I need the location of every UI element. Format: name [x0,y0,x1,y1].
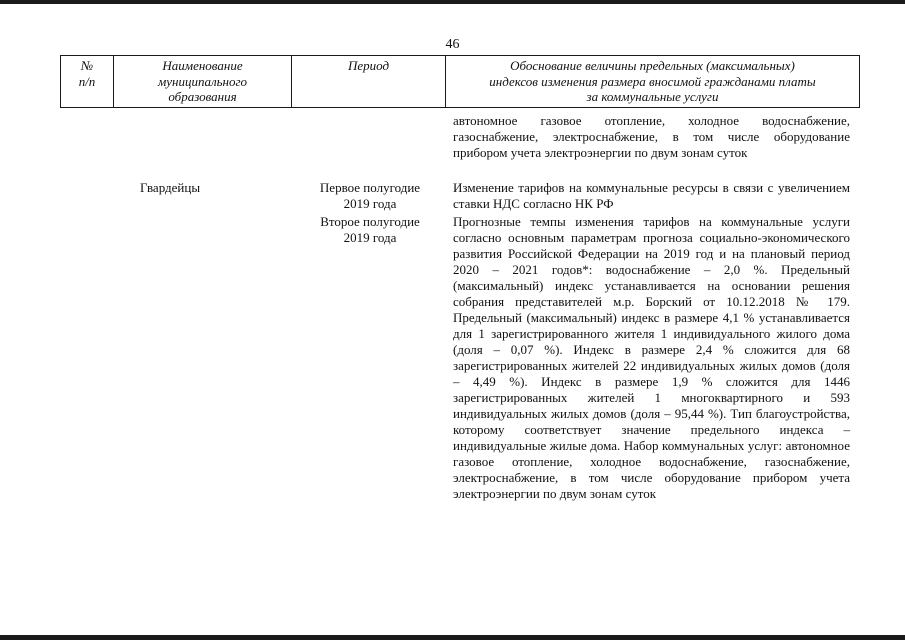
period-second-half [290,214,450,246]
header-number-line: № [80,58,94,73]
period-line: Второе полугодие [320,214,420,229]
period-line: 2019 года [343,230,397,245]
page-number: 46 [445,37,460,52]
period-line: Первое полугодие [319,180,421,195]
table-header [60,55,860,108]
basis-second-half: Прогнозные темпы изменения тарифов на коммунальные услуги согласно основным параметрам прогноза социально-экономического развития Российской Федерации на 2019 год и на плановый период 2020 – 2021 годов*: водоснабжение – 2,0 %. Предельный (максимальный) индекс устанавливается на основании решения собрания представителей м.р. Борский от 10.12.2018 № 179. Предельный (максимальный) индекс в размере 4,1 % устанавливается для 1 зарегистрированного жителя 1 индивидуального жилого дома (доля – 0,07 %). Индекс в размере 2,4 % сложится для 68 зарегистрированных жителей 22 индивидуальных жилых домов (доля – 4,49 %). Индекс в размере 1,9 % сложится для 1446 зарегистрированных жителей 1 многоквартирного и 593 индивидуальных жилых домов (доля – 95,44 %). Тип благоустройства, которому соответствует значение предельного индекса – индивидуальные жилые дома. Набор коммунальных услуг: автономное газовое отопление, холодное водоснабжение, газоснабжение, электроснабжение, в том числе оборудование прибором учета электроэнергии по двум зонам суток [453,214,850,501]
basis-first-half: Изменение тарифов на коммунальные ресурсы в связи с увеличением ставки НДС согласно НК РФ [453,180,850,211]
continuation-paragraph: автономное газовое отопление, холодное водоснабжение, газоснабжение, электроснабжение, в том числе оборудование прибором учета электроэнергии по двум зонам суток [453,113,850,160]
header-cell-municipality [113,56,291,107]
header-cell-number [61,56,113,107]
header-basis-line: за коммунальные услуги [586,89,719,104]
period-line: 2019 года [343,196,397,211]
header-municipality-line: муниципального [157,73,248,89]
header-municipality-line: образования [168,89,237,104]
header-basis-line: Обоснование величины предельных (максимальных) [510,58,795,73]
header-number-line: п/п [78,73,96,89]
municipality-name: Гвардейцы [139,180,201,195]
header-cell-basis [445,56,859,107]
header-basis-line: индексов изменения размера вносимой гражданами платы [489,73,816,89]
scan-border-top [0,0,905,4]
header-period-line: Период [347,58,390,73]
period-first-half [290,180,450,212]
scan-border-bottom [0,635,905,640]
header-cell-period [291,56,445,107]
header-municipality-line: Наименование [162,58,243,73]
